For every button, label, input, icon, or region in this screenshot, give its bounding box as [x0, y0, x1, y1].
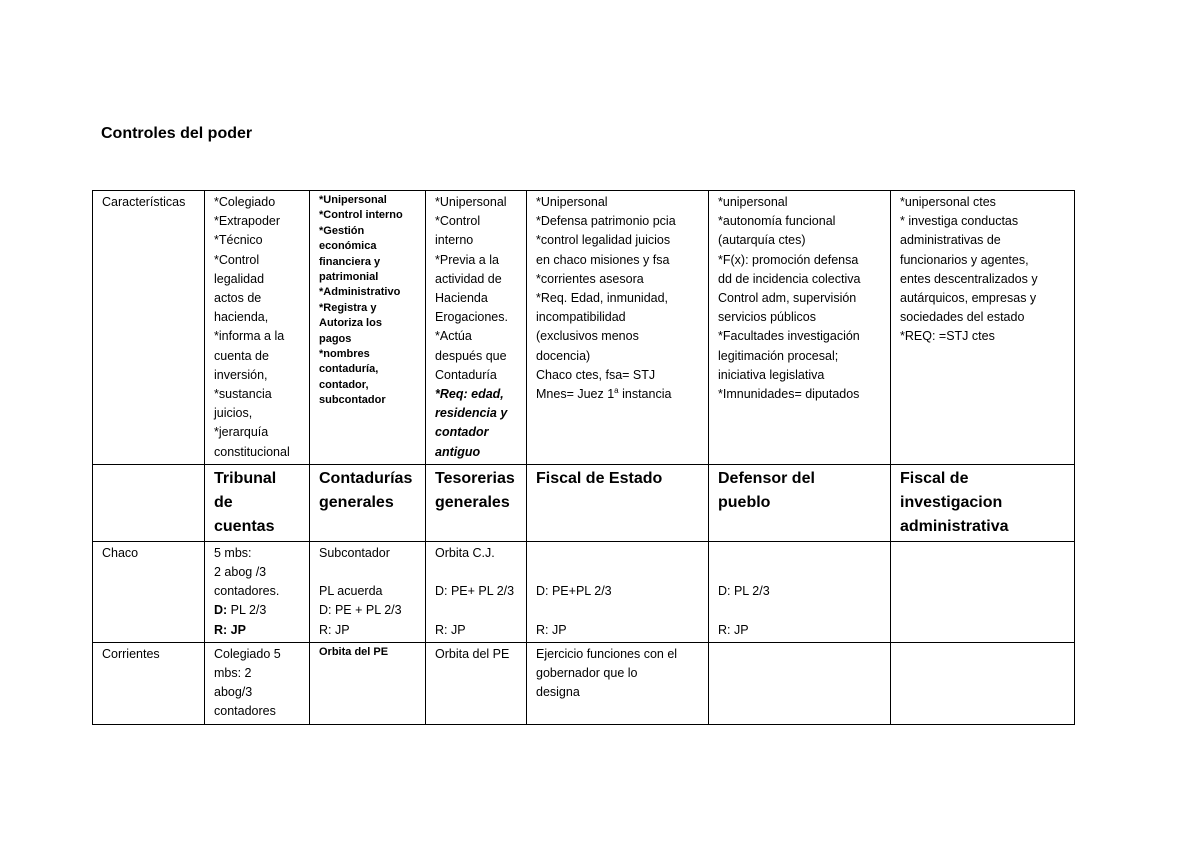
cell-line: sociedades del estado — [900, 310, 1025, 325]
cell-line: Fiscal de — [900, 469, 969, 487]
fiscal-estado-superscript: a — [614, 385, 619, 395]
cell-line: *Gestión — [319, 224, 365, 237]
cell-line: *unipersonal ctes — [900, 195, 996, 209]
header-tesorerias — [426, 464, 527, 541]
cell-line: *Req: edad, — [435, 387, 504, 402]
cell-tribunal-caracteristicas — [205, 191, 310, 465]
cell-line: patrimonial — [319, 271, 379, 284]
cell-line — [718, 544, 886, 563]
cell-line: financiera y — [319, 255, 381, 268]
cell-defensor-chaco — [709, 541, 891, 642]
cell-line: Chaco ctes, fsa= STJ — [536, 367, 656, 382]
cell-line: *Unipersonal — [435, 195, 507, 209]
cell-line: *Imnunidades= diputados — [718, 387, 860, 402]
cell-line: *informa a la — [214, 329, 285, 344]
header-contadurias — [310, 464, 426, 541]
cell-line: Orbita C.J. — [435, 545, 495, 560]
cell-line: R: JP — [718, 622, 749, 637]
cell-line: contador — [435, 425, 489, 440]
cell-fiscal-inv-corrientes — [891, 642, 1075, 724]
cell-line: interno — [435, 233, 474, 248]
controls-table — [92, 190, 1075, 725]
cell-line: *REQ: =STJ ctes — [900, 329, 995, 344]
cell-line: D: PE+ PL 2/3 — [435, 584, 515, 599]
cell-line: funcionarios y agentes, — [900, 252, 1029, 267]
cell-line: *unipersonal — [718, 195, 788, 209]
tribunal-chaco-removal: R: JP — [214, 622, 246, 637]
cell-fiscal-estado-caracteristicas — [527, 191, 709, 465]
cell-line: *sustancia — [214, 387, 272, 402]
cell-fiscal-estado-chaco — [527, 541, 709, 642]
cell-line: *Actúa — [435, 329, 472, 344]
cell-line: *Control interno — [319, 209, 403, 222]
cell-line: Contadurías — [319, 469, 413, 487]
cell-line: R: JP — [536, 622, 567, 637]
cell-line: * investiga conductas — [900, 214, 1019, 229]
designation-value: PL 2/3 — [227, 603, 267, 618]
cell-line: legitimación procesal; — [718, 348, 839, 363]
cell-line: pagos — [319, 332, 352, 345]
cell-line: contadores — [214, 704, 276, 719]
cell-line: económica — [319, 240, 377, 253]
cell-line: contadores. — [214, 584, 280, 599]
cell-line: Colegiado 5 — [214, 646, 281, 661]
cell-line: cuentas — [214, 517, 275, 535]
header-fiscal-estado — [527, 464, 709, 541]
cell-tribunal-corrientes — [205, 642, 310, 724]
cell-line: D: PE + PL 2/3 — [319, 603, 402, 618]
cell-fiscal-inv-caracteristicas — [891, 191, 1075, 465]
cell-line: dd de incidencia colectiva — [718, 271, 861, 286]
cell-line: contaduría, — [319, 363, 379, 376]
cell-line: *Unipersonal — [319, 194, 387, 206]
cell-line: D: PL 2/3 — [718, 584, 770, 599]
cell-line: Erogaciones. — [435, 310, 508, 325]
fiscal-estado-misiones — [536, 385, 704, 404]
table-row-caracteristicas — [93, 191, 1075, 465]
tribunal-chaco-composition — [214, 544, 305, 602]
cell-line: actos de — [214, 291, 262, 306]
cell-line: *Control — [435, 214, 481, 229]
cell-line: antiguo — [435, 444, 481, 459]
cell-line: actividad de — [435, 271, 502, 286]
table-row-headers — [93, 464, 1075, 541]
cell-line — [718, 563, 886, 582]
cell-line: legalidad — [214, 271, 265, 286]
cell-fiscal-inv-chaco — [891, 541, 1075, 642]
header-tribunal — [205, 464, 310, 541]
cell-defensor-caracteristicas — [709, 191, 891, 465]
tesorerias-features — [435, 193, 522, 385]
row-label-corrientes: Corrientes — [93, 642, 205, 724]
cell-line: iniciativa legislativa — [718, 367, 825, 382]
cell-line: *Facultades investigación — [718, 329, 860, 344]
cell-line — [536, 544, 704, 563]
cell-line: pueblo — [718, 493, 771, 511]
cell-line: juicios, — [214, 406, 253, 421]
table-row-corrientes — [93, 642, 1075, 724]
cell-line: *Previa a la — [435, 252, 499, 267]
cell-line: Subcontador — [319, 545, 390, 560]
cell-line: Fiscal de Estado — [536, 469, 663, 487]
designation-label: D: — [214, 603, 228, 618]
cell-line: Tribunal — [214, 469, 277, 487]
cell-line: Hacienda — [435, 291, 488, 306]
header-empty — [93, 464, 205, 541]
cell-line: servicios públicos — [718, 310, 816, 325]
cell-line: entes descentralizados y — [900, 271, 1038, 286]
cell-line — [536, 601, 704, 620]
cell-line: *nombres — [319, 348, 370, 361]
cell-line: PL acuerda — [319, 584, 383, 599]
row-label-chaco: Chaco — [93, 541, 205, 642]
cell-line: R: JP — [435, 622, 466, 637]
cell-line: en chaco misiones y fsa — [536, 252, 670, 267]
cell-line — [435, 563, 522, 582]
cell-line: docencia) — [536, 348, 591, 363]
cell-line: designa — [536, 685, 580, 700]
cell-line: generales — [319, 493, 394, 511]
cell-line: abog/3 — [214, 685, 253, 700]
cell-contadurias-corrientes — [310, 642, 426, 724]
cell-line: gobernador que lo — [536, 666, 638, 681]
cell-line: subcontador — [319, 394, 386, 407]
cell-line: Autoriza los — [319, 317, 382, 330]
cell-line: *Colegiado — [214, 195, 276, 209]
cell-line: *Unipersonal — [536, 195, 608, 209]
cell-line: investigacion — [900, 493, 1003, 511]
cell-line: Orbita del PE — [319, 645, 389, 658]
cell-line: *Req. Edad, inmunidad, — [536, 291, 669, 306]
cell-line: de — [214, 493, 233, 511]
fiscal-estado-features — [536, 193, 704, 385]
cell-line: incompatibilidad — [536, 310, 626, 325]
cell-line: *Administrativo — [319, 286, 401, 299]
cell-tribunal-chaco — [205, 541, 310, 642]
cell-line — [536, 563, 704, 582]
cell-line: Defensor del — [718, 469, 815, 487]
tesorerias-requirements — [435, 385, 522, 462]
table-row-chaco — [93, 541, 1075, 642]
cell-line: (exclusivos menos — [536, 329, 639, 344]
cell-tesorerias-chaco — [426, 541, 527, 642]
cell-line: contador, — [319, 378, 369, 391]
cell-line: *Extrapoder — [214, 214, 281, 229]
cell-line: *Registra y — [319, 301, 377, 314]
cell-line: *Defensa patrimonio pcia — [536, 214, 676, 229]
cell-contadurias-chaco — [310, 541, 426, 642]
cell-line: Contaduría — [435, 367, 497, 382]
fiscal-estado-mnes-text: Mnes= Juez 1 — [536, 387, 615, 402]
cell-line: Ejercicio funciones con el — [536, 646, 678, 661]
cell-line: (autarquía ctes) — [718, 233, 806, 248]
cell-line — [435, 601, 522, 620]
cell-line: cuenta de — [214, 348, 269, 363]
cell-line: *Control — [214, 252, 260, 267]
cell-defensor-corrientes — [709, 642, 891, 724]
cell-line: 2 abog /3 — [214, 565, 267, 580]
cell-line: constitucional — [214, 444, 290, 459]
cell-line — [319, 563, 421, 582]
cell-line: hacienda, — [214, 310, 269, 325]
cell-line: *autonomía funcional — [718, 214, 836, 229]
cell-tesorerias-corrientes — [426, 642, 527, 724]
cell-line: Orbita del PE — [435, 646, 510, 661]
cell-fiscal-estado-corrientes — [527, 642, 709, 724]
cell-line: 5 mbs: — [214, 545, 252, 560]
cell-line: *F(x): promoción defensa — [718, 252, 859, 267]
cell-line: generales — [435, 493, 510, 511]
row-label-caracteristicas: Características — [93, 191, 205, 465]
cell-line: *control legalidad juicios — [536, 233, 671, 248]
cell-line: *corrientes asesora — [536, 271, 644, 286]
cell-line: residencia y — [435, 406, 508, 421]
cell-line: mbs: 2 — [214, 666, 252, 681]
cell-line: inversión, — [214, 367, 268, 382]
cell-line — [718, 601, 886, 620]
cell-line: autárquicos, empresas y — [900, 291, 1037, 306]
fiscal-estado-tail: instancia — [618, 387, 672, 402]
cell-line: D: PE+PL 2/3 — [536, 584, 612, 599]
cell-line: después que — [435, 348, 507, 363]
cell-line: administrativas de — [900, 233, 1001, 248]
cell-tesorerias-caracteristicas — [426, 191, 527, 465]
tribunal-chaco-designation — [214, 601, 305, 620]
cell-line: Tesorerias — [435, 469, 515, 487]
cell-line: Control adm, supervisión — [718, 291, 857, 306]
cell-line: R: JP — [319, 622, 350, 637]
header-fiscal-inv — [891, 464, 1075, 541]
cell-line: *jerarquía — [214, 425, 269, 440]
cell-line: administrativa — [900, 517, 1009, 535]
cell-contadurias-caracteristicas — [310, 191, 426, 465]
page-title: Controles del poder — [101, 125, 253, 142]
cell-line: *Técnico — [214, 233, 263, 248]
header-defensor — [709, 464, 891, 541]
